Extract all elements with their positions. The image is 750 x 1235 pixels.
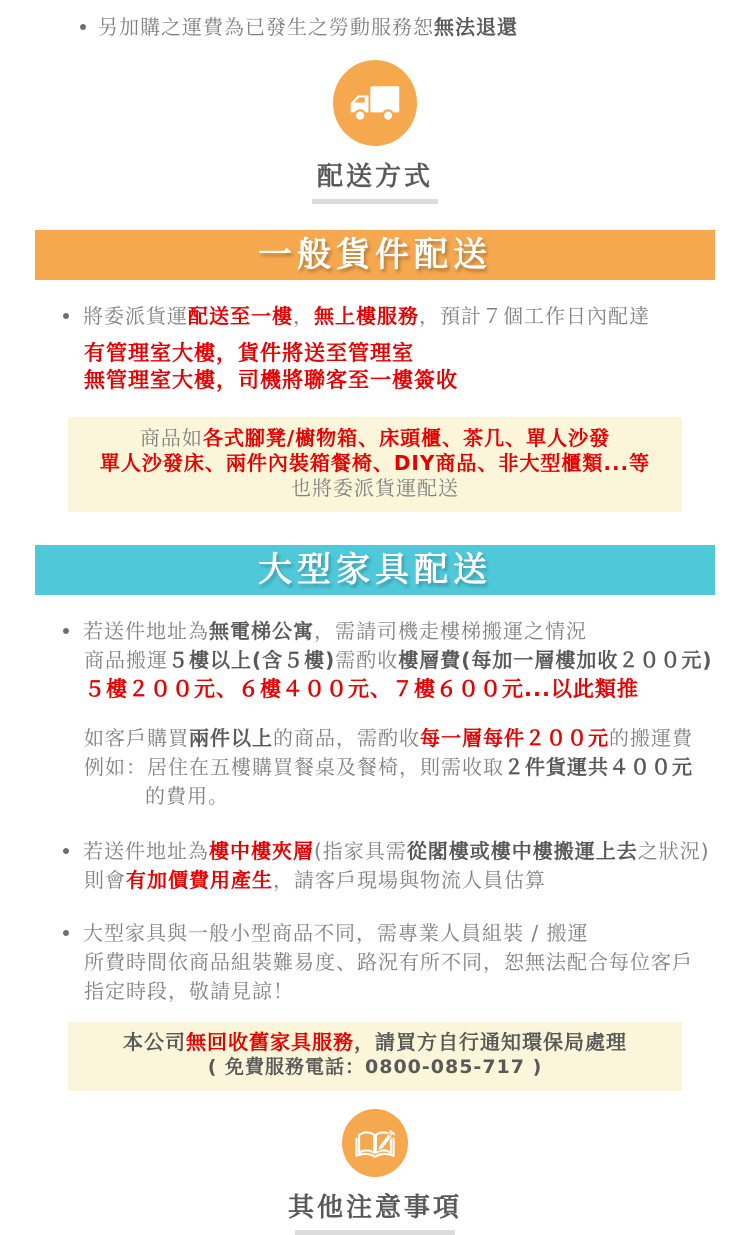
- product-scope-line-3: 也將委派貨運配送: [291, 476, 459, 500]
- multi-item-line-1: 如客戶購買兩件以上的商品，需酌收每一層每件２００元的搬運費: [84, 726, 693, 750]
- mezzanine-line-1: 若送件地址為樓中樓夾層(指家具需從閣樓或樓中樓搬運上去之狀況): [83, 839, 710, 863]
- product-scope-line-1: 商品如各式腳凳/櫥物箱、床頭櫃、茶几、單人沙發: [139, 426, 611, 450]
- mezzanine-line-2: 則會有加價費用產生，請客戶現場與物流人員估算: [84, 868, 546, 892]
- general-delivery-banner: 一般貨件配送: [35, 230, 715, 280]
- other-notes-header: [0, 1109, 750, 1235]
- mezzanine-bullet: [63, 837, 750, 866]
- product-scope-line-2: 單人沙發床、兩件內裝箱餐椅、DIY商品、非大型櫃類...等: [99, 451, 651, 475]
- large-furniture-banner: 大型家具配送: [35, 545, 715, 595]
- general-delivery-bullet: [63, 302, 750, 331]
- refund-note-text: 另加購之運費為已發生之勞動服務恕無法退還: [98, 15, 518, 39]
- truck-icon: [333, 60, 417, 146]
- shipping-method-header: [0, 60, 750, 204]
- book-pen-icon: [342, 1109, 408, 1177]
- product-scope-box: [68, 417, 682, 512]
- bullet-dot: [63, 313, 69, 319]
- general-delivery-text: 將委派貨運配送至一樓，無上樓服務，預計７個工作日內配達: [83, 304, 650, 328]
- walkup-bullet: [63, 617, 750, 646]
- other-notes-title: 其他注意事項: [287, 1193, 462, 1223]
- assembly-line-3: 指定時段，敬請見諒！: [84, 979, 294, 1003]
- service-phone-line: ( 免費服務電話：0800-085-717 ): [207, 1056, 543, 1078]
- bullet-dot: [63, 628, 69, 634]
- title-underline: [312, 199, 438, 204]
- walkup-line-2: 商品搬運５樓以上(含５樓)需酌收樓層費(每加一層樓加收２００元): [84, 648, 713, 672]
- walkup-line-1: 若送件地址為無電梯公寓，需請司機走樓梯搬運之情況: [83, 619, 587, 643]
- no-recycle-line: 本公司無回收舊家具服務，請買方自行通知環保局處理: [123, 1030, 627, 1054]
- office-building-note-2: 無管理室大樓，司機將聯客至一樓簽收: [84, 368, 458, 392]
- walkup-fee-line: ５樓２００元、６樓４００元、７樓６００元...以此類推: [84, 677, 639, 701]
- multi-item-line-3: 的費用。: [145, 784, 229, 808]
- shipping-method-title: 配送方式: [316, 162, 433, 192]
- multi-item-line-2: 例如：居住在五樓購買餐桌及餐椅，則需收取２件貨運共４００元: [84, 755, 693, 779]
- assembly-bullet: [63, 919, 750, 948]
- office-building-note-1: 有管理室大樓，貨件將送至管理室: [84, 341, 414, 365]
- assembly-line-2: 所費時間依商品組裝難易度、路況有所不同，恕無法配合每位客戶: [84, 950, 693, 974]
- title-underline: [295, 1230, 455, 1235]
- bullet-dot: [63, 848, 69, 854]
- no-recycle-box: [68, 1022, 682, 1091]
- bullet-dot: [63, 930, 69, 936]
- bullet-dot: [80, 24, 86, 30]
- assembly-line-1: 大型家具與一般小型商品不同，需專業人員組裝 / 搬運: [83, 921, 589, 945]
- refund-note: [80, 0, 750, 42]
